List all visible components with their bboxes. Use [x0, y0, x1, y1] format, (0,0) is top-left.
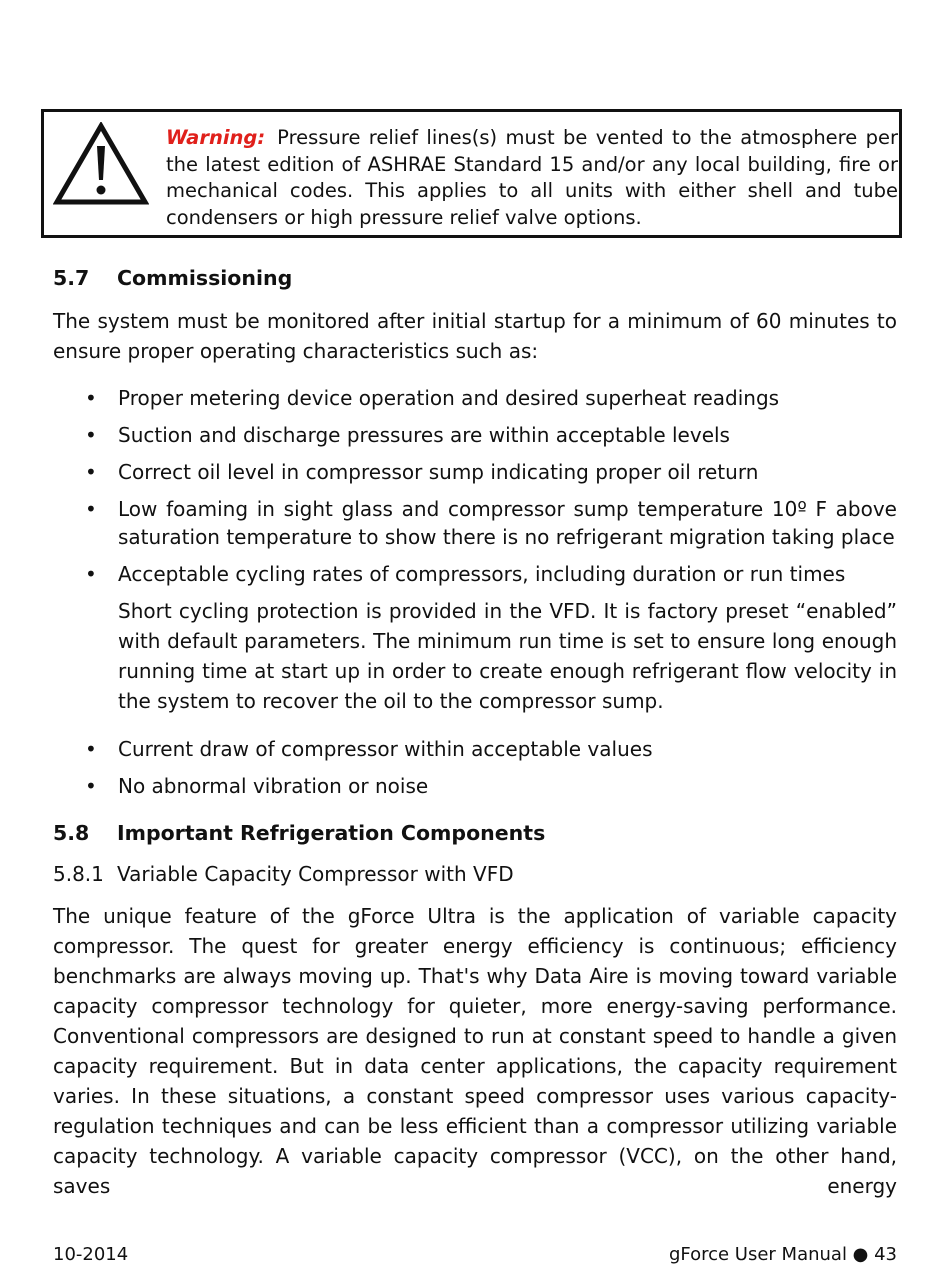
footer-date: 10-2014: [53, 1244, 129, 1265]
bullet-dot: •: [85, 497, 97, 521]
bullet-dot: •: [85, 774, 97, 798]
section-title: Variable Capacity Compressor with VFD: [117, 862, 514, 886]
vcc-body-paragraph: The unique feature of the gForce Ultra is the application of variable capacity compressor. The quest for greater energy efficiency is continuous; efficiency benchmarks are always moving up. That's why Data Aire is moving toward variable capacity compressor technology for quieter, more energy-saving performance. Conventional compressors are designed to run at constant speed to handle a given capacity requirement. But in data center applications, the capacity requirement varies. In these situations, a constant speed compressor uses various capacity-regulation techniques and can be less efficient than a compressor utilizing variable capacity technology. A variable capacity compressor (VCC), on the other hand, saves energy: [53, 904, 897, 1198]
bullet-dot: •: [85, 460, 97, 484]
list-item: [85, 421, 897, 449]
warning-box: [41, 109, 902, 238]
commissioning-intro: The system must be monitored after initial startup for a minimum of 60 minutes to ensure proper operating characteristics such as:: [53, 309, 897, 363]
footer-manual-page: gForce User Manual ● 43: [668, 1244, 897, 1265]
warning-text: Pressure relief lines(s) must be vented to the atmosphere per the latest edition of ASHRAE Standard 15 and/or any local building, fire or mechanical codes. This applies to all units with either shell and tube condensers or high pressure relief valve options.: [166, 126, 898, 229]
section-5-8-heading: [53, 821, 545, 845]
short-cycling-note: Short cycling protection is provided in the VFD. It is factory preset “enabled” with default parameters. The minimum run time is set to ensure long enough running time at start up in order to create enough refrigerant flow velocity in the system to recover the oil to the compressor sump.: [118, 599, 897, 713]
bullet-dot: •: [85, 737, 97, 761]
list-item: [85, 560, 897, 588]
bullet-dot: •: [85, 423, 97, 447]
list-item-text: Suction and discharge pressures are within acceptable levels: [118, 423, 730, 447]
section-5-7-heading: [53, 266, 292, 290]
list-item-text: Current draw of compressor within acceptable values: [118, 737, 653, 761]
list-item-text: Proper metering device operation and desired superheat readings: [118, 386, 780, 410]
list-item: [85, 384, 897, 412]
warning-triangle-icon: [53, 122, 149, 206]
list-item: [85, 735, 897, 763]
list-item-text: No abnormal vibration or noise: [118, 774, 429, 798]
section-number: 5.8: [53, 821, 90, 845]
list-item-text: Correct oil level in compressor sump indicating proper oil return: [118, 460, 759, 484]
list-item: [85, 772, 897, 800]
warning-text-block: [166, 125, 898, 231]
warning-label: Warning:: [166, 126, 266, 149]
list-item: [85, 495, 897, 551]
section-title: Commissioning: [117, 266, 293, 290]
bullet-dot: •: [85, 562, 97, 586]
section-number: 5.8.1: [53, 862, 104, 886]
list-item-text: Low foaming in sight glass and compressor sump temperature 10º F above saturation temperature to show there is no refrigerant migration taking place: [118, 497, 897, 549]
section-5-8-1-heading: [53, 862, 514, 886]
list-item-text: Acceptable cycling rates of compressors, including duration or run times: [118, 562, 846, 586]
section-number: 5.7: [53, 266, 90, 290]
bullet-dot: •: [85, 386, 97, 410]
section-title: Important Refrigeration Components: [117, 821, 546, 845]
list-item: [85, 458, 897, 486]
